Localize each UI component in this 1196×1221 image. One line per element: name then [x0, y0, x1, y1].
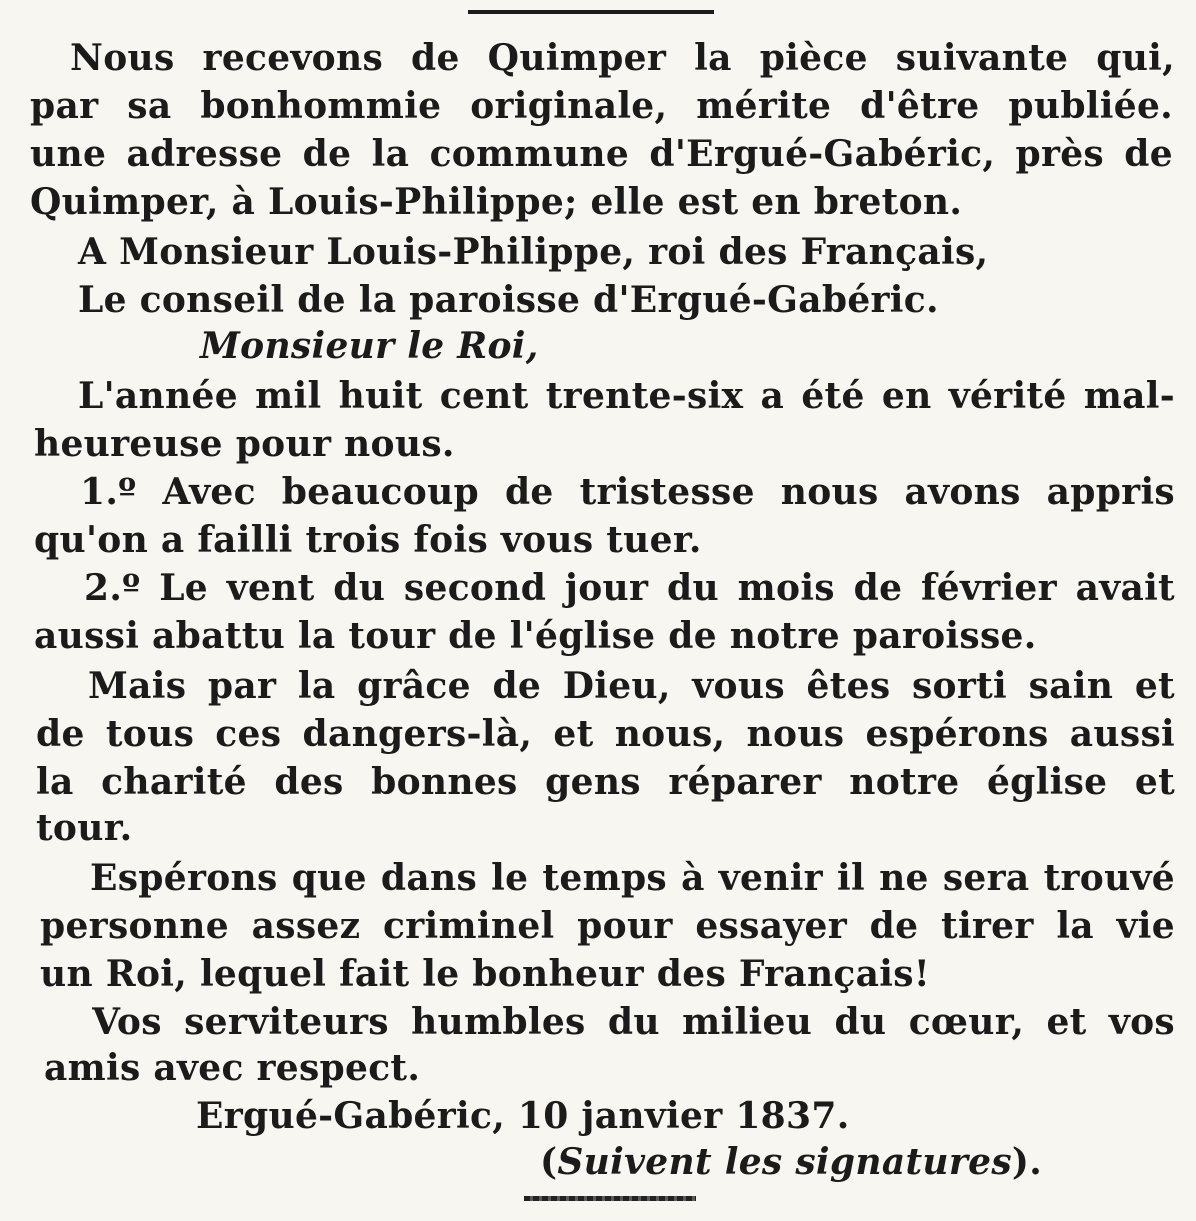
- paragraph-intro-line: Nous recevons de Quimper la pièce suivante qui,: [70, 37, 1175, 79]
- salutation: Monsieur le Roi,: [200, 325, 539, 367]
- address-recipient: A Monsieur Louis-Philippe, roi des Français,: [78, 231, 989, 273]
- letter-line: 2.º Le vent du second jour du mois de février avait: [84, 567, 1175, 609]
- top-rule: [468, 10, 714, 14]
- signatures-note-text: Suivent les signatures: [557, 1141, 1012, 1183]
- letter-line: 1.º Avec beaucoup de tristesse nous avons appris: [80, 471, 1175, 513]
- letter-line: heureuse pour nous.: [34, 423, 455, 465]
- paragraph-intro-line: par sa bonhommie originale, mérite d'être publiée.: [30, 85, 1173, 127]
- letter-line: la charité des bonnes gens réparer notre église et: [36, 761, 1175, 803]
- letter-closing: Vos serviteurs humbles du milieu du cœur, et vos: [92, 1001, 1175, 1043]
- letter-line: de tous ces dangers-là, et nous, nous espérons aussi: [36, 713, 1175, 755]
- paragraph-intro-line: Quimper, à Louis-Philippe; elle est en breton.: [30, 181, 963, 223]
- paragraph-intro-line: une adresse de la commune d'Ergué-Gabéric, près de: [30, 133, 1173, 175]
- letter-line: Espérons que dans le temps à venir il ne sera trouvé: [90, 857, 1175, 899]
- letter-closing: amis avec respect.: [44, 1047, 421, 1089]
- letter-line: tour.: [36, 807, 133, 849]
- bottom-rule: [524, 1196, 696, 1201]
- letter-line: qu'on a failli trois fois vous tuer.: [34, 519, 702, 561]
- letter-line: un Roi, lequel fait le bonheur des Français!: [40, 953, 930, 995]
- place-date: Ergué-Gabéric, 10 janvier 1837.: [196, 1095, 850, 1137]
- address-sender: Le conseil de la paroisse d'Ergué-Gabéric.: [78, 279, 939, 321]
- letter-line: personne assez criminel pour essayer de tirer la vie: [40, 905, 1175, 947]
- signatures-note: (Suivent les signatures).: [540, 1141, 1043, 1183]
- letter-line: L'année mil huit cent trente-six a été en vérité mal-: [78, 375, 1175, 417]
- letter-line: aussi abattu la tour de l'église de notre paroisse.: [34, 615, 1037, 657]
- letter-line: Mais par la grâce de Dieu, vous êtes sorti sain et: [88, 665, 1175, 707]
